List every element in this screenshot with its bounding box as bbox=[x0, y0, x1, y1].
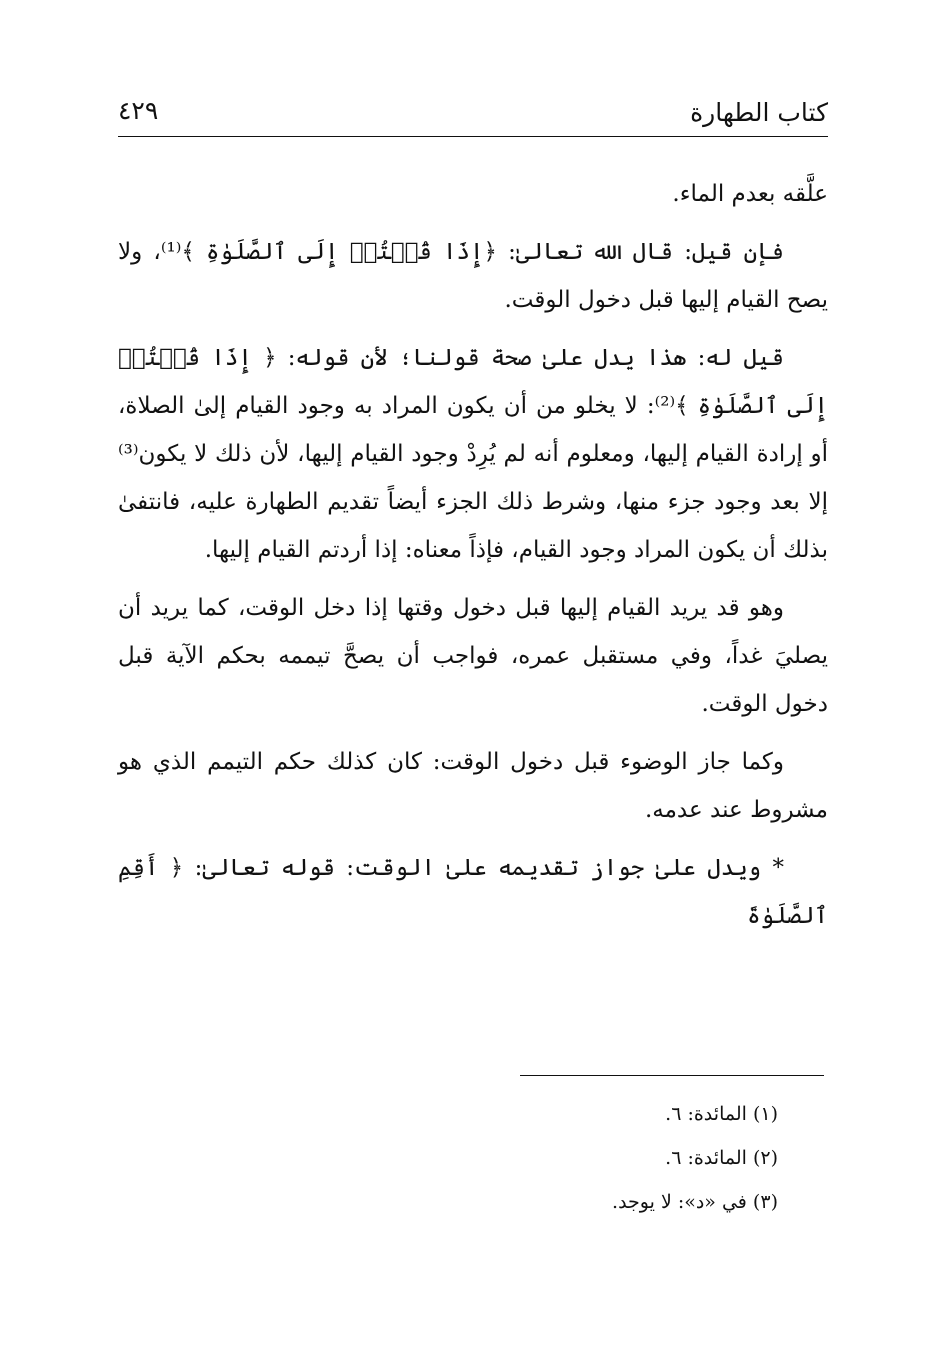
footnote: (٢) المائدة: ٦. bbox=[665, 1147, 778, 1169]
paragraph: وهو قد يريد القيام إليها قبل دخول وقتها إذا دخل الوقت، كما يريد أن يصليَ غداً، وفي مستقبل عمره، فواجب أن يصحَّ تيممه بحكم الآية قبل دخول الوقت. bbox=[118, 595, 828, 717]
footnote: (١) المائدة: ٦. bbox=[665, 1103, 778, 1125]
main-text bbox=[118, 170, 828, 950]
paragraph: علَّقه بعدم الماء. bbox=[672, 181, 828, 207]
page-number: ٤٢٩ bbox=[118, 96, 159, 125]
footnote: (٣) في «د»: لا يوجد. bbox=[612, 1191, 778, 1213]
page-header bbox=[118, 92, 828, 137]
paragraph: فإن قيل: قال الله تعالىٰ: ﴿إِذَا قُمۡتُمۡ إِلَى ٱلصَّلَوٰةِ ﴾⁽¹⁾، ولا يصح القيام إليها قبل دخول الوقت. bbox=[118, 239, 828, 313]
paragraph: وكما جاز الوضوء قبل دخول الوقت: كان كذلك حكم التيمم الذي هو مشروط عند عدمه. bbox=[118, 749, 828, 823]
paragraph: قيل له: هذا يدل علىٰ صحة قولنا؛ لأن قوله: ﴿ إِذَا قُمۡتُمۡ إِلَى ٱلصَّلَوٰةِ ﴾⁽²⁾: لا يخلو من أن يكون المراد به وجود القيام إلىٰ الصلاة، أو إرادة القيام إليها، ومعلوم أنه لم يُرِدْ وجود القيام إليها، لأن ذلك لا يكون⁽³⁾ إلا بعد وجود جزء منها، وشرط ذلك الجزء أيضاً تقديم الطهارة عليه، فانتفىٰ بذلك أن يكون المراد وجود القيام، فإذاً معناه: إذا أردتم القيام إليها. bbox=[118, 345, 828, 563]
footnote-divider bbox=[520, 1075, 824, 1076]
footnotes bbox=[118, 1092, 778, 1224]
running-title: كتاب الطهارة bbox=[690, 98, 828, 127]
paragraph: * ويدل علىٰ جواز تقديمه علىٰ الوقت: قوله تعالىٰ: ﴿ أَقِمِ ٱلصَّلَوٰةَ bbox=[118, 855, 828, 929]
